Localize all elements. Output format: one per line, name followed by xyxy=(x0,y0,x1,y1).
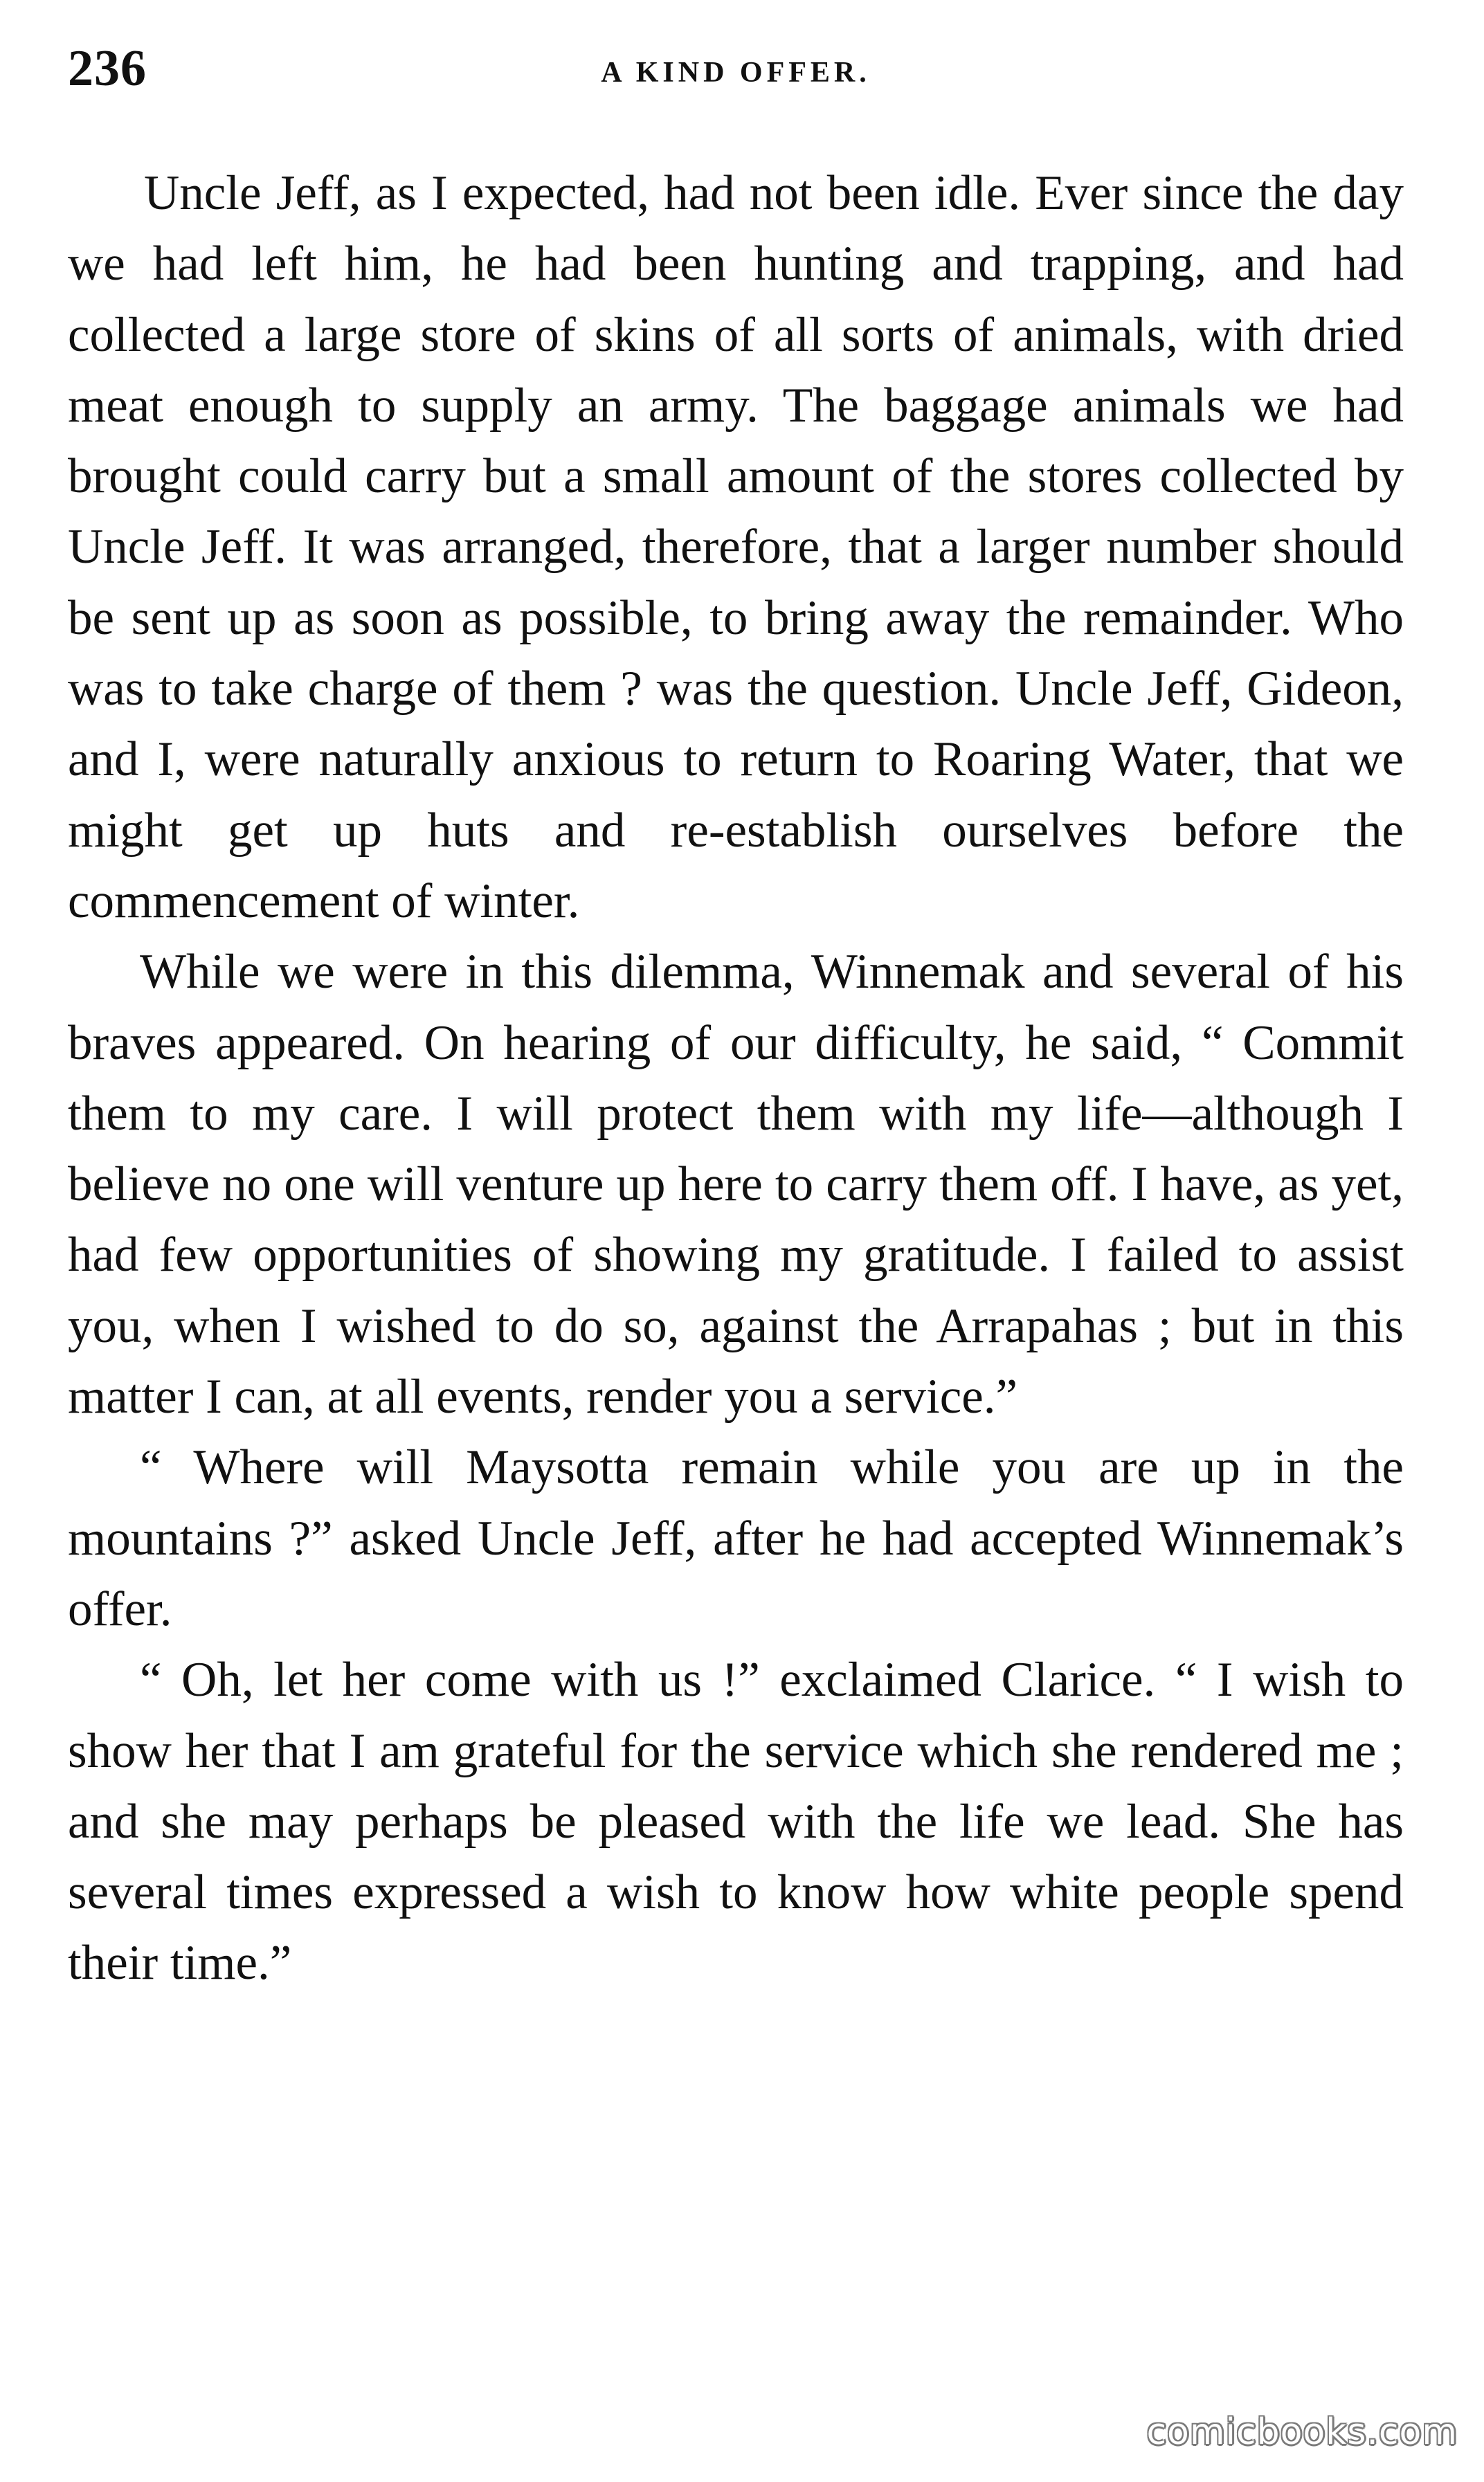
page-number: 236 xyxy=(68,40,147,97)
paragraph-4: “ Oh, let her come with us !” exclaimed Clarice. “ I wish to show her that I am grateful for the service which she rendered me ; and she may perhaps be pleased with the life we lead. She has several times expressed a wish to know how white people spend their time.” xyxy=(68,1653,1404,1991)
paragraph-2: While we were in this dilemma, Winnemak and several of his braves appeared. On hearing of our difficulty, he said, “ Commit them to my care. I will protect them with my life—although I believe no one will venture up here to carry them off. I have, as yet, had few opportunities of showing my gratitude. I failed to assist you, when I wished to do so, against the Arrapahas ; but in this matter I can, at all events, render you a service.” xyxy=(68,945,1404,1424)
paragraph-1: Uncle Jeff, as I expected, had not been idle. Ever since the day we had left him, he had been hunting and trapping, and had collected a large store of skins of all sorts of animals, with dried meat enough to supply an army. The baggage animals we had brought could carry but a small amount of the stores collected by Uncle Jeff. It was arranged, therefore, that a larger number should be sent up as soon as possible, to bring away the remainder. Who was to take charge of them ? was the question. Uncle Jeff, Gideon, and I, were naturally anxious to return to Roaring Water, that we might get up huts and re-establish ourselves before the commencement of winter. xyxy=(68,166,1404,928)
paragraph-3: “ Where will Maysotta remain while you are up in the mountains ?” asked Uncle Jeff, after he had accepted Winnemak’s offer. xyxy=(68,1440,1404,1636)
watermark: comicbooks.com xyxy=(1146,2411,1458,2453)
running-head: A KIND OFFER. xyxy=(601,57,871,89)
body-text xyxy=(68,158,1404,1999)
page-header xyxy=(68,40,1404,119)
